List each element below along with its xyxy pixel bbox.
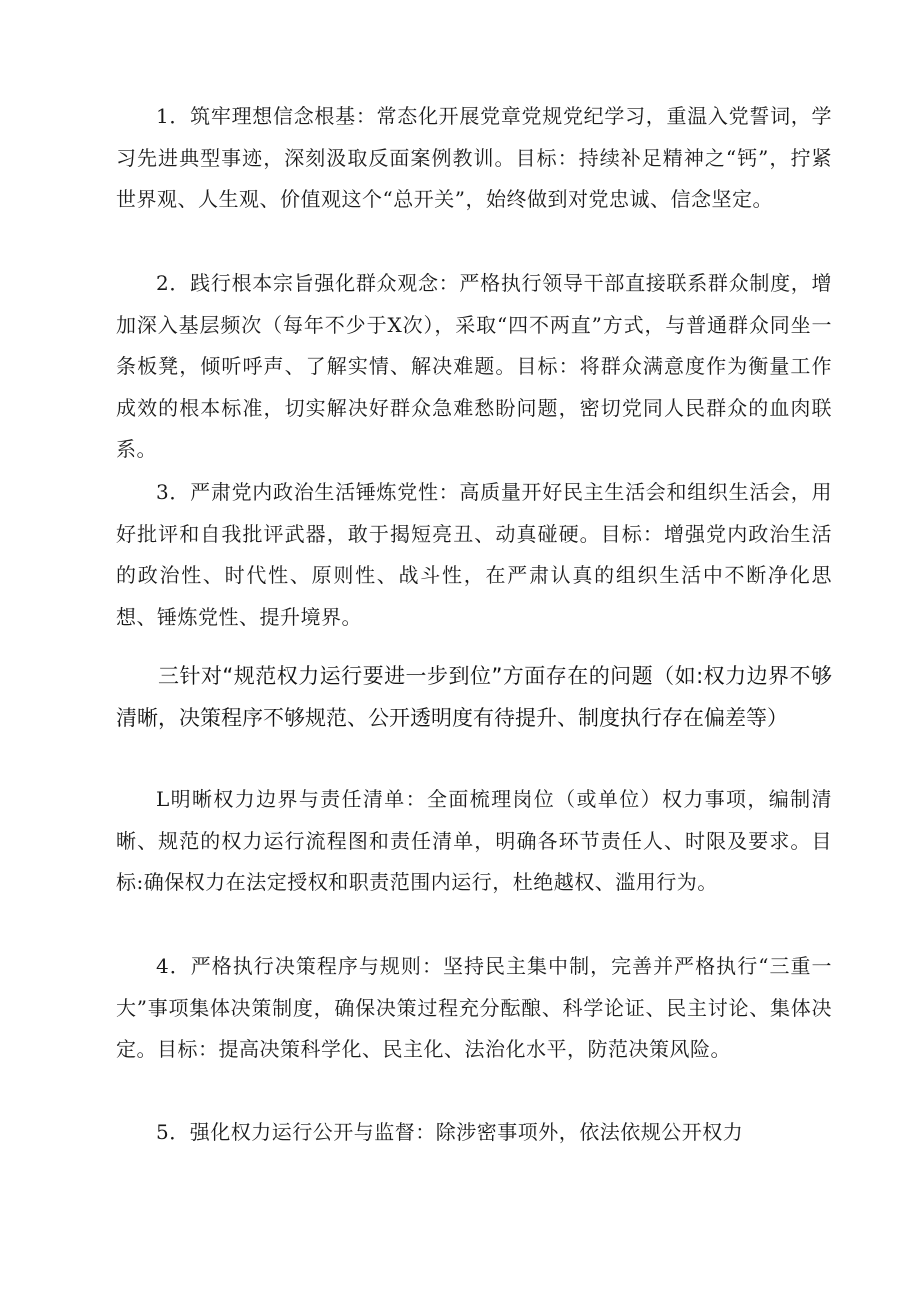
paragraph-power-boundary: L明晰权力边界与责任清单：全面梳理岗位（或单位）权力事项，编制清晰、规范的权力运行流程图和责任清单，明确各环节责任人、时限及要求。目标:确保权力在法定授权和职责范围内运行，杜绝越权、滥用行为。 bbox=[116, 787, 832, 894]
paragraph-4-decision-procedure: 4．严格执行决策程序与规则：坚持民主集中制，完善并严格执行“三重一大”事项集体决策制度，确保决策过程充分酝酿、科学论证、民主讨论、集体决定。目标：提高决策科学化、民主化、法治化水平，防范决策风险。 bbox=[116, 954, 832, 1061]
section-heading-power-regulation: 三针对“规范权力运行要进一步到位”方面存在的问题（如:权力边界不够清晰，决策程序不够规范、公开透明度有待提升、制度执行存在偏差等） bbox=[116, 664, 832, 730]
paragraph-5-power-disclosure: 5．强化权力运行公开与监督：除涉密事项外，依法依规公开权力 bbox=[156, 1120, 744, 1144]
paragraph-2-mass-line: 2．践行根本宗旨强化群众观念：严格执行领导干部直接联系群众制度，增加深入基层频次（每年不少于X次），采取“四不两直”方式，与普通群众同坐一条板凳，倾听呼声、了解实情、解决难题。目标：将群众满意度作为衡量工作成效的根本标准，切实解决好群众急难愁盼问题，密切党同人民群众的血肉联系。 bbox=[116, 271, 832, 461]
paragraph-1-ideals-faith: 1．筑牢理想信念根基：常态化开展党章党规党纪学习，重温入党誓词，学习先进典型事迹，深刻汲取反面案例教训。目标：持续补足精神之“钙”，拧紧世界观、人生观、价值观这个“总开关”，始终做到对党忠诚、信念坚定。 bbox=[116, 104, 832, 211]
paragraph-3-party-life: 3．严肃党内政治生活锤炼党性：高质量开好民主生活会和组织生活会，用好批评和自我批评武器，敢于揭短亮丑、动真碰硬。目标：增强党内政治生活的政治性、时代性、原则性、战斗性，在严肃认真的组织生活中不断净化思想、锤炼党性、提升境界。 bbox=[116, 480, 832, 629]
